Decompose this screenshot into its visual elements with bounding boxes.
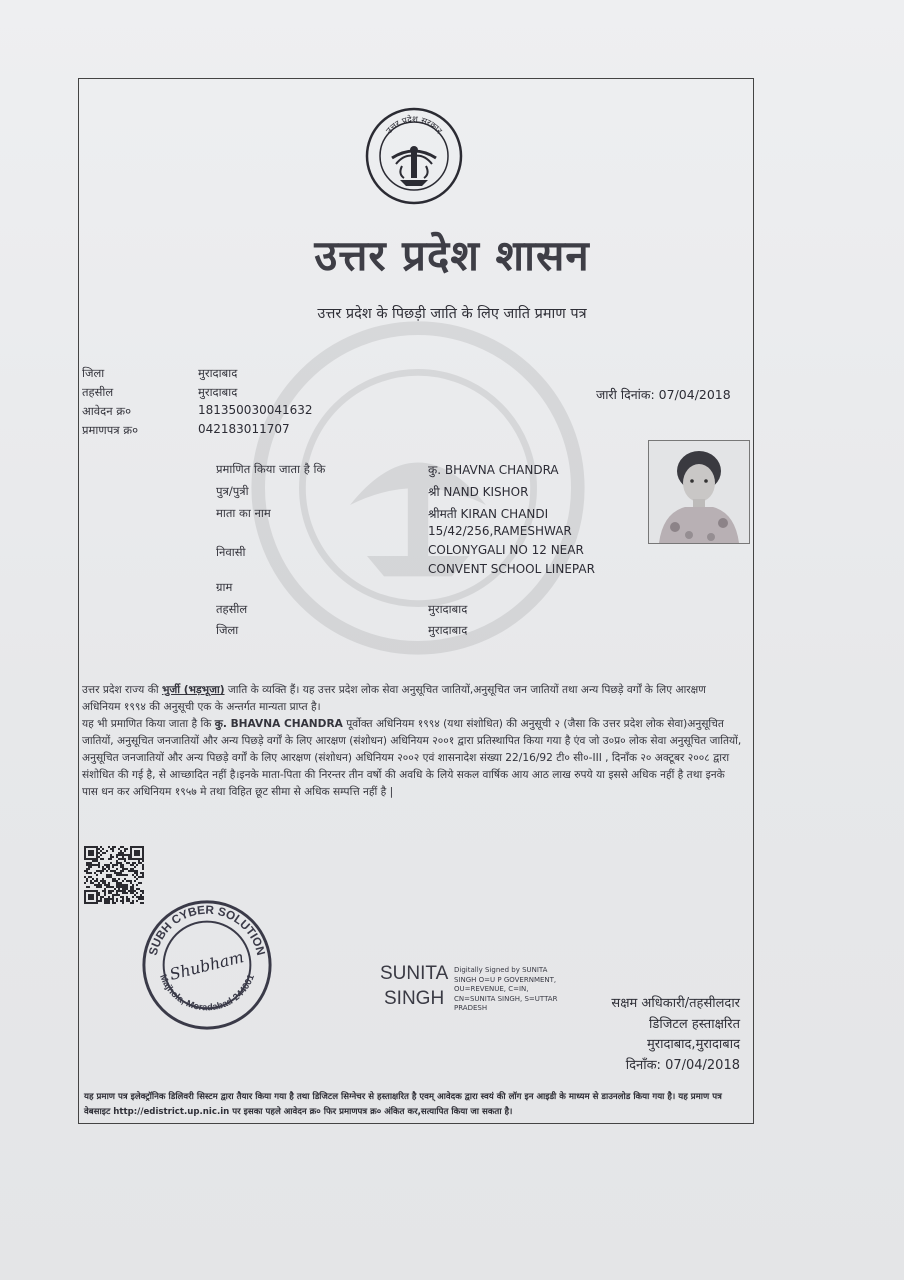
mother-name: श्रीमती KIRAN CHANDI	[428, 507, 549, 521]
officer-location: मुरादाबाद,मुरादाबाद	[647, 1037, 740, 1052]
caste-statement: जाति के व्यक्ति हैं। यह उत्तर प्रदेश लोक सेवा अनुसूचित जातियों,अनुसूचित जन जातियों तथा अन्य पिछड़े वर्गों के लिए आरक्षण अधिनियम १९९४ की अनुसूची एक के अन्तर्गत मान्यता प्राप्त है।	[82, 684, 706, 713]
certificate-body	[82, 682, 742, 801]
up-government-emblem	[364, 106, 464, 206]
applicant-photo	[648, 440, 750, 544]
officer-signed-status: डिजिटल हस्ताक्षरित	[649, 1016, 740, 1032]
caste-intro: उत्तर प्रदेश राज्य की	[82, 684, 159, 696]
watermark-emblem	[248, 318, 588, 658]
address-line-2: COLONYGALI NO 12 NEAR	[428, 543, 584, 557]
stamp-signature: Shubham	[167, 947, 246, 984]
creamy-layer-paragraph	[82, 716, 742, 801]
mother-label: माता का नाम	[216, 506, 271, 520]
qr-code	[84, 846, 144, 904]
address-line-3: CONVENT SCHOOL LINEPAR	[428, 562, 595, 576]
caste-name: भुर्जी (भड़भूजा)	[161, 684, 225, 696]
digital-signature-details: Digitally Signed by SUNITA SINGH O=U P GOVERNMENT, OU=REVENUE, C=IN, CN=SUNITA SINGH, S=UTTAR PRADESH	[454, 966, 558, 1012]
district-value: मुरादाबाद	[198, 366, 238, 380]
detail-district-value: मुरादाबाद	[428, 623, 468, 637]
applicant-name: कु. BHAVNA CHANDRA	[428, 463, 559, 477]
officer-date: दिनाँक: 07/04/2018	[625, 1057, 740, 1073]
document-title: उत्तर प्रदेश शासन	[314, 231, 590, 280]
officer-designation: सक्षम अधिकारी/तहसीलदार	[611, 996, 740, 1011]
portrait-image	[649, 441, 749, 543]
detail-tehsil-label: तहसील	[216, 602, 248, 616]
certify-label: प्रमाणित किया जाता है कि	[216, 462, 326, 476]
issue-date: जारी दिनांक: 07/04/2018	[596, 387, 731, 402]
stamp-top-text: SUBH CYBER SOLUTION	[145, 902, 269, 957]
address-line-1: 15/42/256,RAMESHWAR	[428, 524, 572, 538]
emblem-arc-text: उत्तर प्रदेश सरकार	[384, 114, 444, 137]
stamp-bottom-text: Majhola, Moradabad-244001	[157, 972, 256, 1013]
svg-text:उत्तर प्रदेश सरकार	[384, 114, 443, 136]
certificate-number: 042183011707	[198, 422, 290, 436]
district-label: जिला	[82, 366, 105, 380]
footer-text: यह प्रमाण पत्र इलेक्ट्रॉनिक डिलिवरी सिस्टम द्वारा तैयार किया गया है तथा डिजिटल सिग्नेचर से हस्ताक्षरित है एवम् आवेदक द्वारा स्वयं की लॉग इन आइडी के माध्यम से डाउनलोड किया गया है। यह प्रमाण पत्र वेबसाइट http://edistrict.up.nic.in पर इसका पहले आवेदन क्र० फिर प्रमाणपत्र क्र० अंकित कर,सत्यापित किया जा सकता है।	[84, 1092, 722, 1117]
resident-label: निवासी	[216, 545, 246, 559]
caste-paragraph	[82, 682, 742, 716]
document-subtitle: उत्तर प्रदेश के पिछड़ी जाति के लिए जाति प्रमाण पत्र	[317, 306, 587, 322]
issuing-officer-block	[560, 994, 740, 1076]
certificate-label: प्रमाणपत्र क्र०	[82, 423, 139, 437]
parent-label: पुत्र/पुत्री	[216, 484, 249, 498]
signer-last-name: SINGH	[384, 988, 445, 1009]
footer-note	[84, 1090, 746, 1120]
svg-text:SUBH CYBER SOLUTION	[146, 903, 269, 957]
creamy-applicant-name: कु. BHAVNA CHANDRA	[214, 718, 343, 730]
detail-tehsil-value: मुरादाबाद	[428, 602, 468, 616]
tehsil-label: तहसील	[82, 385, 114, 399]
signer-first-name: SUNITA	[380, 963, 449, 984]
creamy-intro: यह भी प्रमाणित किया जाता है कि	[82, 718, 212, 730]
tehsil-value: मुरादाबाद	[198, 385, 238, 399]
detail-district-label: जिला	[216, 623, 239, 637]
cyber-cafe-stamp	[138, 896, 276, 1034]
village-label: ग्राम	[216, 580, 233, 594]
creamy-statement: पूर्वोक्त अधिनियम १९९४ (यथा संशोधित) की अनुसूची २ (जैसा कि उत्तर प्रदेश लोक सेवा)अनुसूचित जातियों, अनुसूचित जनजातियों और अन्य पिछड़े वर्गों के लिए आरक्षण (संशोधन) अधिनियम २००१ द्वारा प्रतिस्थापित किया गया है एंव जो उ०प्र० लोक सेवा अनुसूचित जातियों, अनुसूचित जनजातियों और अन्य पिछड़े वर्गों के लिए आरक्षण (संशोधन) अधिनियम २००२ एवं शासनादेश संख्या 22/16/92 टी० सी०-III , दिनाँक २० अक्टूबर २००८ द्वारा संशोधित की गई है, से आच्छादित नहीं है।इनके माता-पिता की निरन्तर तीन वर्षो की अवधि के लिये सकल वार्षिक आय आठ लाख रुपये या इससे अधिक नहीं है तथा इनके पास धन कर अधिनियम १९५७ मे तथा विहित छूट सीमा से अधिक सम्पत्ति नहीं है |	[82, 718, 742, 798]
application-label: आवेदन क्र०	[82, 404, 132, 418]
father-name: श्री NAND KISHOR	[428, 485, 529, 499]
application-number: 181350030041632	[198, 403, 313, 417]
